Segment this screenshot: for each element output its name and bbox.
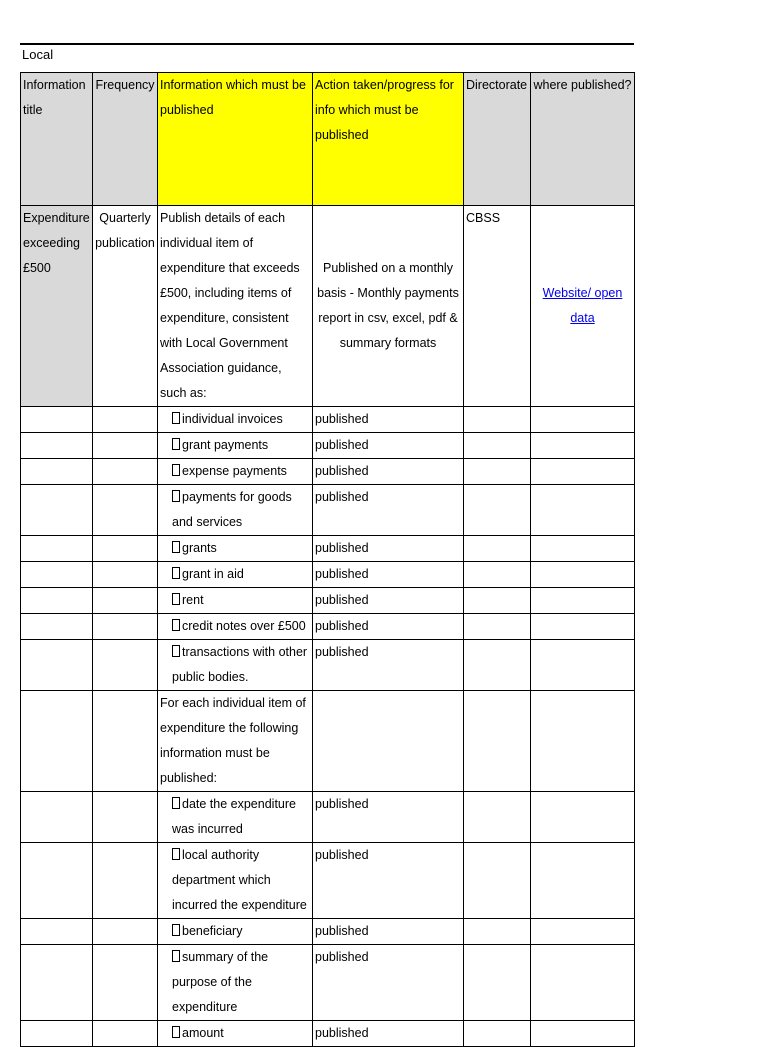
checkbox-glyph-icon (172, 619, 180, 631)
item-label-cell (158, 485, 313, 536)
item-label-cell (158, 640, 313, 691)
item-label-cell (158, 536, 313, 562)
checkbox-glyph-icon (172, 412, 180, 424)
item-status: published (315, 412, 369, 426)
item-label: individual invoices (182, 412, 283, 426)
checkbox-glyph-icon (172, 645, 180, 657)
item-status: published (315, 1026, 369, 1040)
list-item (21, 407, 635, 433)
item-label-cell (158, 843, 313, 919)
item-label-cell (158, 614, 313, 640)
checkbox-glyph-icon (172, 848, 180, 860)
checkbox-glyph-icon (172, 950, 180, 962)
item-label: transactions with other public bodies. (172, 645, 308, 684)
header-action-taken: Action taken/progress for info which must be published (313, 73, 464, 206)
item-status: published (315, 924, 369, 938)
item-label: expense payments (182, 464, 287, 478)
section-title: Local (22, 47, 54, 62)
item-status: published (315, 567, 369, 581)
list-item (21, 945, 635, 1021)
item-label-cell (158, 919, 313, 945)
list-item (21, 614, 635, 640)
where-published-cell (531, 206, 635, 407)
information-published-cell: Publish details of each individual item of expenditure that exceeds £500, including items of expenditure, consistent with Local Government Association guidance, such as: (158, 206, 313, 407)
checkbox-glyph-icon (172, 438, 180, 450)
item-label-cell (158, 945, 313, 1021)
list-item (21, 1021, 635, 1047)
item-status: published (315, 438, 369, 452)
header-frequency: Frequency (93, 73, 158, 206)
item-label: beneficiary (182, 924, 243, 938)
checkbox-glyph-icon (172, 1026, 180, 1038)
checkbox-glyph-icon (172, 797, 180, 809)
header-directorate: Directorate (464, 73, 531, 206)
directorate-cell: CBSS (464, 206, 531, 407)
item-label-cell (158, 407, 313, 433)
item-status: published (315, 541, 369, 555)
main-row (21, 206, 635, 407)
header-where-published: where published? (531, 73, 635, 206)
item-status: published (315, 848, 369, 862)
list-item (21, 536, 635, 562)
item-label-cell (158, 588, 313, 614)
header-information-published: Information which must be published (158, 73, 313, 206)
item-status: published (315, 593, 369, 607)
intro-b-text: For each individual item of expenditure the following information must be published: (158, 691, 313, 792)
checkbox-glyph-icon (172, 490, 180, 502)
items-a-group (21, 407, 635, 691)
item-label: grant in aid (182, 567, 244, 581)
list-item (21, 588, 635, 614)
item-label-cell (158, 459, 313, 485)
checkbox-glyph-icon (172, 593, 180, 605)
list-item (21, 640, 635, 691)
frequency-cell: Quarterly publication (93, 206, 158, 407)
item-label-cell (158, 562, 313, 588)
checkbox-glyph-icon (172, 567, 180, 579)
list-item (21, 485, 635, 536)
item-label: grants (182, 541, 217, 555)
item-status: published (315, 464, 369, 478)
list-item (21, 919, 635, 945)
list-item (21, 792, 635, 843)
item-label: amount (182, 1026, 224, 1040)
checkbox-glyph-icon (172, 924, 180, 936)
intro-b-row (21, 691, 635, 792)
item-label-cell (158, 1021, 313, 1047)
item-status: published (315, 490, 369, 504)
top-rule (20, 43, 634, 45)
item-label: date the expenditure was incurred (172, 797, 296, 836)
item-label-cell (158, 792, 313, 843)
header-row (21, 73, 635, 206)
items-b-group (21, 792, 635, 1047)
list-item (21, 843, 635, 919)
item-label-cell (158, 433, 313, 459)
header-information-title: Information title (21, 73, 93, 206)
item-label: summary of the purpose of the expenditure (172, 950, 269, 1014)
list-item (21, 433, 635, 459)
item-label: local authority department which incurred the expenditure (172, 848, 307, 912)
item-status: published (315, 619, 369, 633)
checkbox-glyph-icon (172, 541, 180, 553)
item-status: published (315, 645, 369, 659)
publication-table (20, 72, 635, 1047)
item-label: rent (182, 593, 204, 607)
item-label: payments for goods and services (172, 490, 292, 529)
item-label: grant payments (182, 438, 269, 452)
action-cell: Published on a monthly basis - Monthly payments report in csv, excel, pdf & summary formats (313, 206, 464, 407)
list-item (21, 459, 635, 485)
website-open-data-link[interactable]: Website/ open data (542, 286, 623, 325)
item-status: published (315, 797, 369, 811)
list-item (21, 562, 635, 588)
checkbox-glyph-icon (172, 464, 180, 476)
information-title-cell: Expenditure exceeding £500 (21, 206, 93, 407)
item-status: published (315, 950, 369, 964)
item-label: credit notes over £500 (182, 619, 306, 633)
